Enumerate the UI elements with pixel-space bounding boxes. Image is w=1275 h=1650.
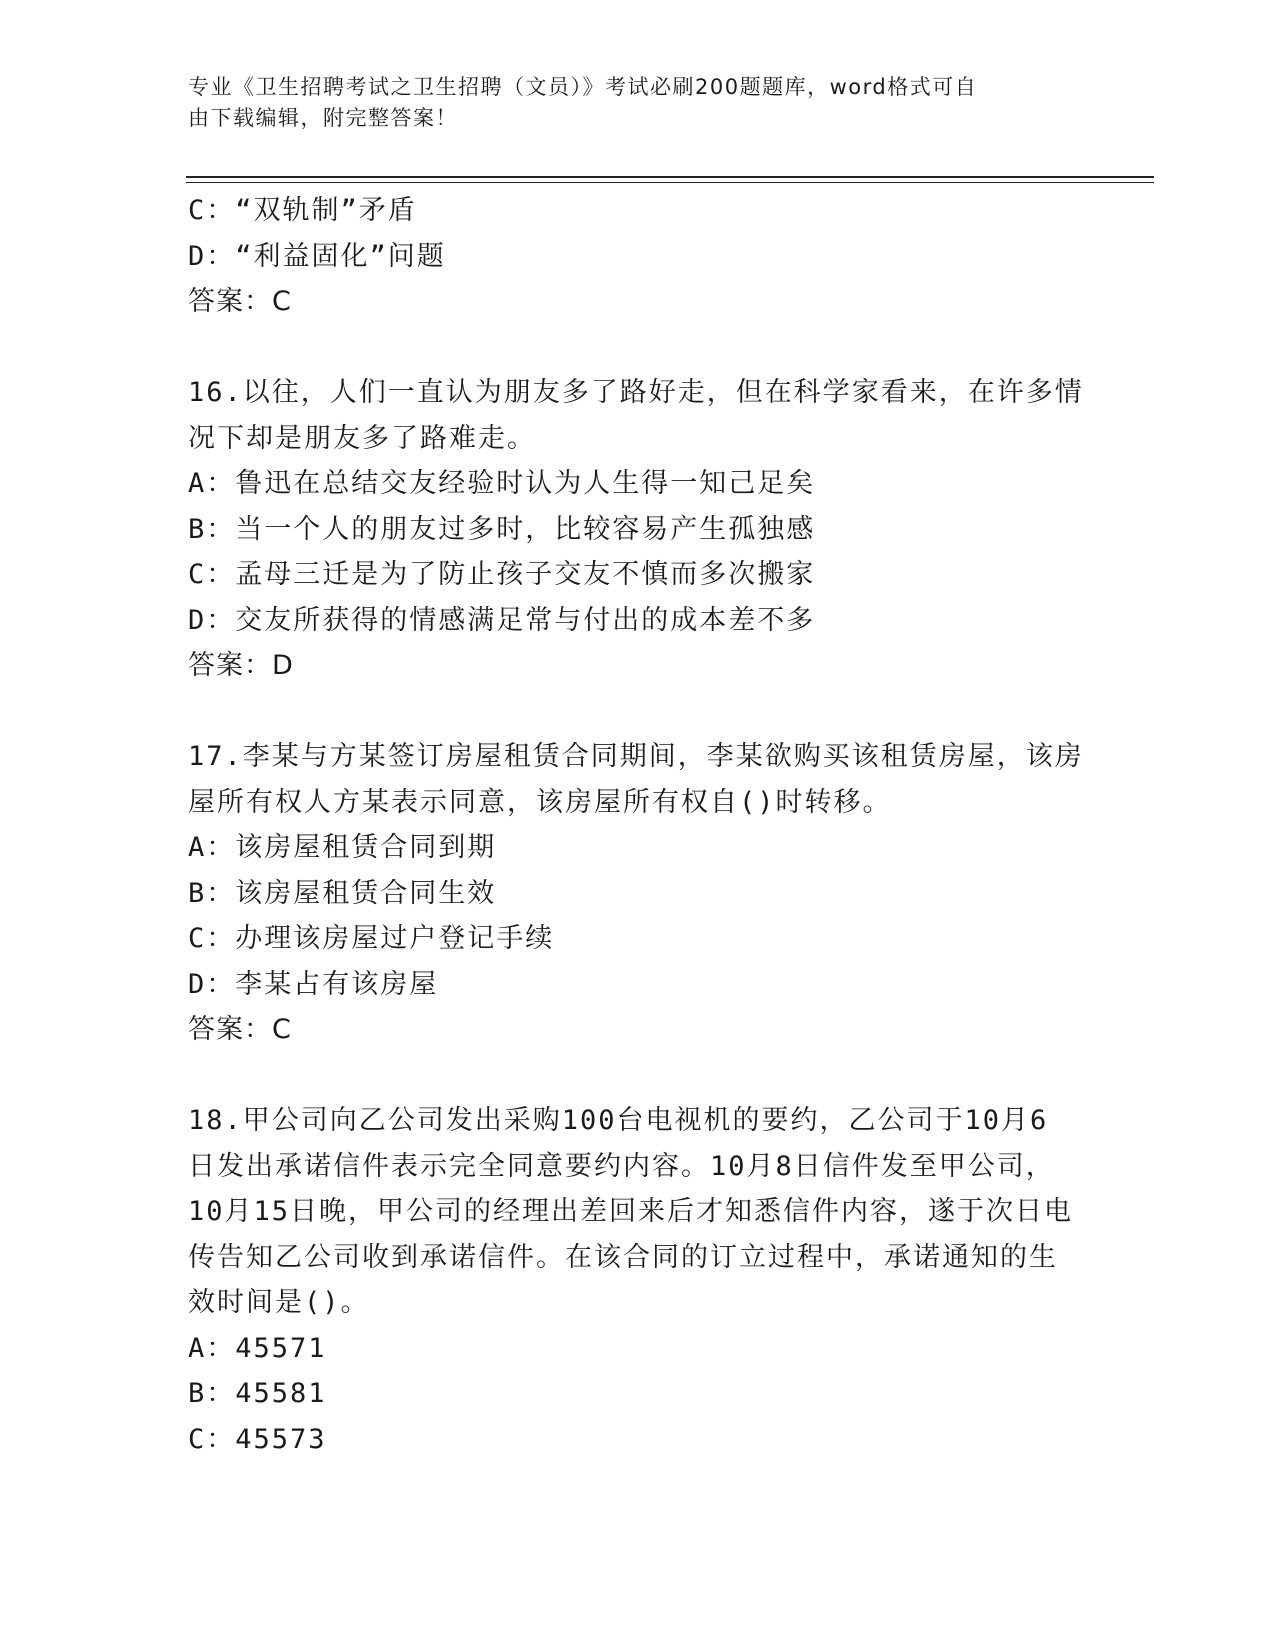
q18-stem-line-5: 效时间是()。 [188,1287,370,1318]
q17-option-c: C：办理该房屋过户登记手续 [188,923,555,954]
prev-option-d: D：“利益固化”问题 [188,240,446,272]
q16-option-b: B：当一个人的朋友过多时，比较容易产生孤独感 [188,513,816,545]
q17-answer: 答案：C [188,1014,292,1045]
q18-option-a: A：45571 [188,1332,327,1364]
q17-stem-line-2: 屋所有权人方某表示同意，该房屋所有权自()时转移。 [188,786,892,818]
spacer [188,1053,1088,1099]
q17-option-d: D：李某占有该房屋 [188,968,439,1000]
header-rule-thin [186,182,1154,183]
q18-stem-line-1: 18.甲公司向乙公司发出采购100台电视机的要约，乙公司于10月6 [188,1105,1049,1136]
prev-answer: 答案：C [188,286,292,317]
question-content [188,188,1088,1462]
prev-option-c: C：“双轨制”矛盾 [188,195,417,226]
q16-stem-line-1: 16.以往，人们一直认为朋友多了路好走，但在科学家看来，在许多情 [188,377,1084,408]
q18-stem-line-2: 日发出承诺信件表示完全同意要约内容。10月8日信件发至甲公司， [188,1150,1055,1182]
q18-option-c: C：45573 [188,1423,327,1455]
q17-option-a: A：该房屋租赁合同到期 [188,832,497,863]
q16-answer: 答案：D [188,650,294,681]
spacer [188,325,1088,371]
q18-stem-line-4: 传告知乙公司收到承诺信件。在该合同的订立过程中，承诺通知的生 [188,1241,1058,1273]
q16-option-a: A：鲁迅在总结交友经验时认为人生得一知己足矣 [188,468,816,499]
spacer [188,689,1088,735]
q18-stem-line-3: 10月15日晚，甲公司的经理出差回来后才知悉信件内容，遂于次日电 [188,1196,1074,1227]
header-line-1: 专业《卫生招聘考试之卫生招聘（文员）》考试必刷200题题库，word格式可自 [188,75,978,99]
header-rule-thick [186,176,1154,178]
q17-stem-line-1: 17.李某与方某签订房屋租赁合同期间，李某欲购买该租赁房屋，该房 [188,741,1084,772]
q18-option-b: B：45581 [188,1378,327,1409]
q16-stem-line-2: 况下却是朋友多了路难走。 [188,422,536,454]
q16-option-d: D：交友所获得的情感满足常与付出的成本差不多 [188,604,816,636]
page-header [188,72,1068,134]
q16-option-c: C：孟母三迁是为了防止孩子交友不慎而多次搬家 [188,559,816,590]
header-line-2: 由下载编辑，附完整答案！ [188,106,458,130]
q17-option-b: B：该房屋租赁合同生效 [188,877,497,909]
